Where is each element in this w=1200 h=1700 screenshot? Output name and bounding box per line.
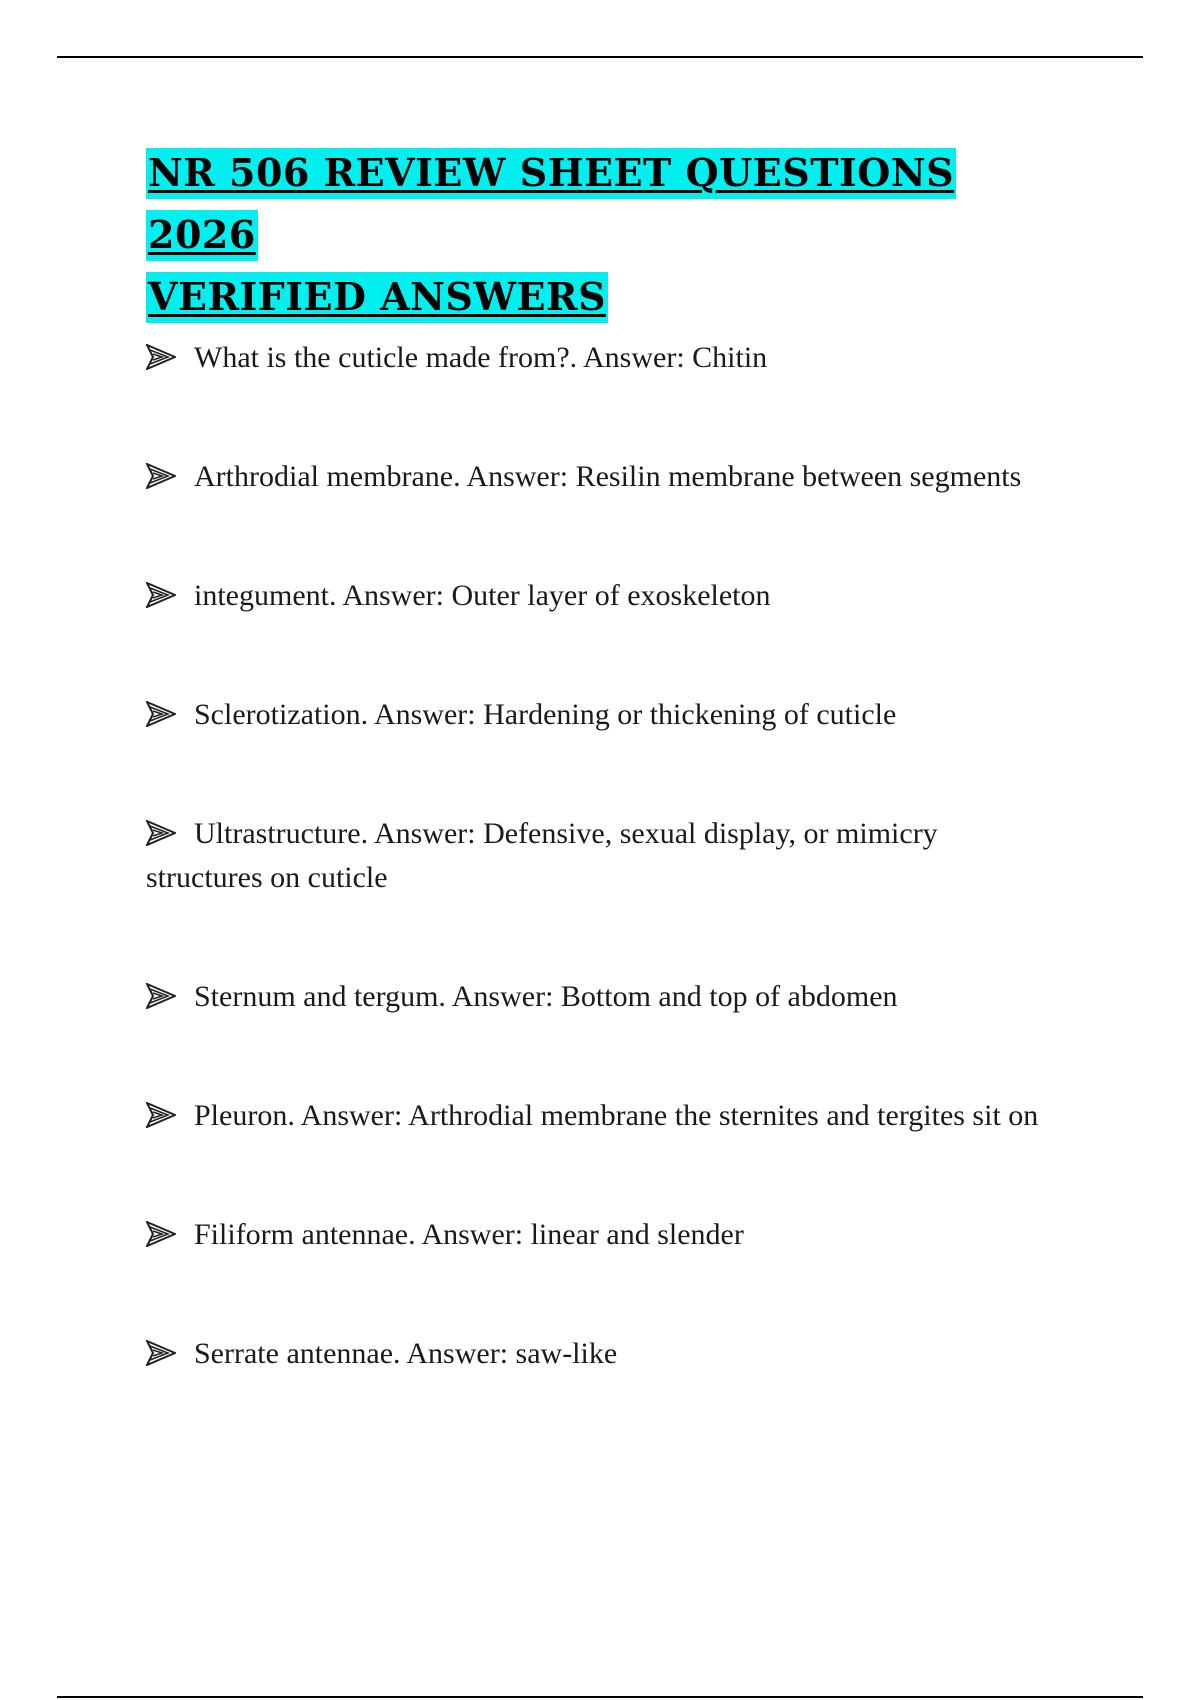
- list-item: [146, 574, 1046, 618]
- title-line-1: NR 506 REVIEW SHEET QUESTIONS 2026: [146, 148, 956, 261]
- list-item: [146, 336, 1046, 380]
- item-text: Filiform antennae. Answer: linear and slender: [194, 1218, 744, 1251]
- top-divider: [57, 56, 1143, 58]
- item-text: Arthrodial membrane. Answer: Resilin membrane between segments: [194, 460, 1022, 493]
- list-item: [146, 1213, 1046, 1257]
- item-text: Serrate antennae. Answer: saw-like: [194, 1337, 618, 1370]
- title-line-2: VERIFIED ANSWERS: [146, 272, 608, 323]
- list-item: [146, 693, 1046, 737]
- list-item: [146, 1094, 1046, 1138]
- list-item: [146, 1332, 1046, 1376]
- arrowhead-bullet-icon: [146, 701, 176, 727]
- arrowhead-bullet-icon: [146, 1340, 176, 1366]
- item-text: Sternum and tergum. Answer: Bottom and top of abdomen: [194, 980, 898, 1013]
- arrowhead-bullet-icon: [146, 820, 176, 846]
- arrowhead-bullet-icon: [146, 983, 176, 1009]
- list-item: [146, 455, 1046, 499]
- item-text: Pleuron. Answer: Arthrodial membrane the sternites and tergites sit on: [194, 1099, 1039, 1132]
- arrowhead-bullet-icon: [146, 1102, 176, 1128]
- arrowhead-bullet-icon: [146, 582, 176, 608]
- bottom-divider: [57, 1696, 1143, 1698]
- arrowhead-bullet-icon: [146, 1221, 176, 1247]
- arrowhead-bullet-icon: [146, 463, 176, 489]
- item-text: Sclerotization. Answer: Hardening or thickening of cuticle: [194, 698, 897, 731]
- page-title: [146, 142, 1046, 328]
- item-text: What is the cuticle made from?. Answer: Chitin: [194, 341, 768, 374]
- qa-list: [146, 336, 1046, 1376]
- item-text: integument. Answer: Outer layer of exoskeleton: [194, 579, 771, 612]
- list-item: [146, 975, 1046, 1019]
- item-text: Ultrastructure. Answer: Defensive, sexual display, or mimicry structures on cuticle: [146, 817, 938, 894]
- list-item: [146, 812, 1046, 900]
- arrowhead-bullet-icon: [146, 344, 176, 370]
